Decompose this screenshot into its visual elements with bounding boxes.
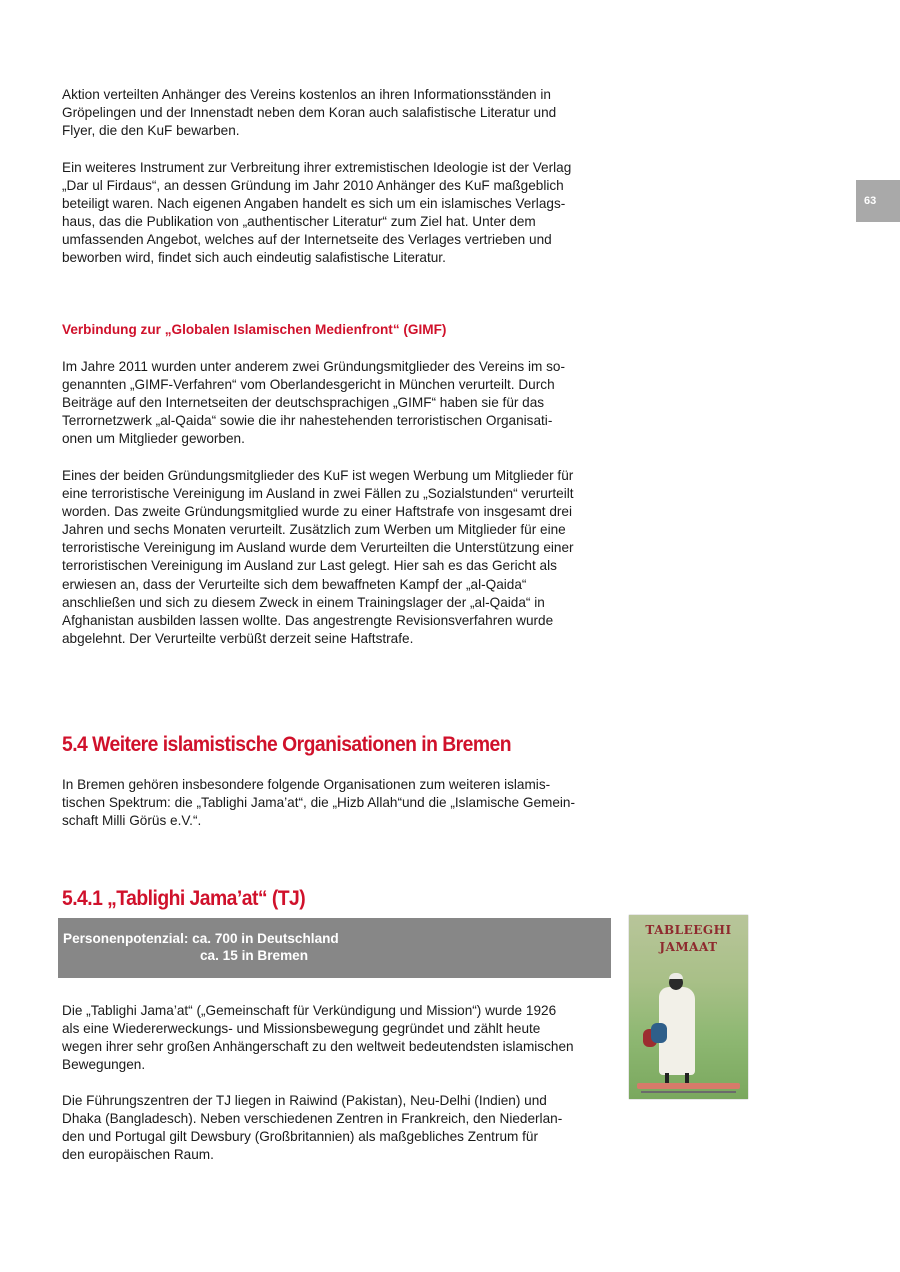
text-line: erwiesen an, dass der Verurteilte sich dem bewaffneten Kampf der „al-Qaida“	[62, 576, 527, 592]
text-line: Bewegungen.	[62, 1057, 146, 1073]
text-line: tischen Spektrum: die „Tablighi Jama’at“, die „Hizb Allah“und die „Islamische Gemein-	[62, 795, 576, 811]
paragraph-organisations	[62, 776, 622, 830]
paragraph-tj-founding	[62, 1002, 622, 1074]
book-footer-subtext	[641, 1091, 736, 1093]
text-line: als eine Wiedererweckungs- und Missionsbewegung gegründet und zählt heute	[62, 1021, 541, 1037]
text-line: abgelehnt. Der Verurteilte verbüßt derzeit seine Haftstrafe.	[62, 630, 414, 646]
personenpotenzial-label: Personenpotenzial:	[63, 931, 189, 946]
text-line: worden. Das zweite Gründungsmitglied wurde zu einer Haftstrafe von insgesamt drei	[62, 504, 573, 520]
text-line: schaft Milli Görüs e.V.“.	[62, 813, 202, 829]
paragraph-gimf-verfahren	[62, 358, 622, 448]
text-line: wegen ihrer sehr großen Anhängerschaft zu den weltweit bedeutendsten islamischen	[62, 1039, 574, 1055]
paragraph-dar-ul-firdaus	[62, 159, 622, 268]
text-line: terroristische Vereinigung im Ausland wurde dem Verurteilten die Unterstützung einer	[62, 540, 574, 556]
text-line: Ein weiteres Instrument zur Verbreitung ihrer extremistischen Ideologie ist der Verlag	[62, 160, 572, 175]
paragraph-tj-centres	[62, 1092, 622, 1164]
text-line: Terrornetzwerk „al-Qaida“ sowie die ihr nahestehenden terroristischen Organisati-	[62, 413, 553, 429]
personenpotenzial-value-bremen: ca. 15 in Bremen	[200, 948, 309, 963]
text-line: Jahren und sechs Monaten verurteilt. Zusätzlich zum Werben um Mitglieder für eine	[62, 522, 566, 538]
book-title-line1: TABLEEGHI	[645, 923, 732, 937]
paragraph-verurteilung	[62, 467, 622, 648]
text-line: beteiligt waren. Nach eigenen Angaben handelt es sich um ein islamisches Verlags-	[62, 196, 566, 212]
personenpotenzial-value-germany: ca. 700 in Deutschland	[192, 931, 339, 946]
book-footer-banner	[637, 1083, 740, 1089]
text-line: umfassenden Angebot, welches auf der Internetseite des Verlages vertrieben und	[62, 232, 552, 248]
text-line: beworben wird, findet sich auch eindeutig salafistische Literatur.	[62, 250, 446, 266]
text-line: Die Führungszentren der TJ liegen in Raiwind (Pakistan), Neu-Delhi (Indien) und	[62, 1093, 547, 1108]
page-number-tab	[856, 180, 900, 222]
text-line: anschließen und sich zu diesem Zweck in einem Trainingslager der „al-Qaida“ in	[62, 594, 545, 610]
text-line: Beiträge auf den Internetseiten der deutschsprachigen „GIMF“ haben sie für das	[62, 395, 545, 411]
text-line: Die „Tablighi Jama’at“ („Gemeinschaft für Verkündigung und Mission“) wurde 1926	[62, 1003, 557, 1018]
text-line: Afghanistan ausbilden lassen wollte. Das angestrengte Revisionsverfahren wurde	[62, 612, 554, 628]
figure-cap	[669, 973, 683, 979]
text-line: Dhaka (Bangladesch). Neben verschiedenen Zentren in Frankreich, den Niederlan-	[62, 1111, 563, 1127]
book-title-line2: JAMAAT	[659, 940, 718, 954]
personenpotenzial-box	[58, 918, 611, 978]
page-number: 63	[864, 195, 877, 207]
text-line: In Bremen gehören insbesondere folgende Organisationen zum weiteren islamis-	[62, 777, 551, 792]
text-line: Flyer, die den KuF bewarben.	[62, 123, 240, 139]
section-heading-5-4: 5.4 Weitere islamistische Organisationen in Bremen	[62, 732, 512, 756]
text-line: onen um Mitglieder geworben.	[62, 431, 245, 447]
text-line: haus, das die Publikation von „authentischer Literatur“ zum Ziel hat. Unter dem	[62, 214, 536, 230]
section-heading-5-4-1: 5.4.1 „Tablighi Jama’at“ (TJ)	[62, 886, 306, 910]
subheading-gimf: Verbindung zur „Globalen Islamischen Medienfront“ (GIMF)	[62, 322, 447, 337]
text-line: Aktion verteilten Anhänger des Vereins kostenlos an ihren Informationsständen in	[62, 87, 551, 102]
personenpotenzial-germany	[63, 930, 339, 948]
figure-legs	[665, 1073, 689, 1083]
text-line: „Dar ul Firdaus“, an dessen Gründung im Jahr 2010 Anhänger des KuF maßgeblich	[62, 178, 564, 194]
text-line: Eines der beiden Gründungsmitglieder des KuF ist wegen Werbung um Mitglieder für	[62, 468, 574, 483]
figure-bag-blue	[651, 1023, 667, 1043]
tableeghi-jamaat-book-cover-image	[629, 915, 748, 1099]
text-line: den und Portugal gilt Dewsbury (Großbritannien) als maßgebliches Zentrum für	[62, 1129, 538, 1145]
text-line: den europäischen Raum.	[62, 1147, 214, 1163]
text-line: Im Jahre 2011 wurden unter anderem zwei Gründungsmitglieder des Vereins im so-	[62, 359, 565, 374]
paragraph-intro	[62, 86, 622, 140]
text-line: Gröpelingen und der Innenstadt neben dem Koran auch salafistische Literatur und	[62, 105, 557, 121]
text-line: genannten „GIMF-Verfahren“ vom Oberlandesgericht in München verurteilt. Durch	[62, 377, 555, 393]
text-line: eine terroristische Vereinigung im Ausland in zwei Fällen zu „Sozialstunden“ verurteilt	[62, 486, 574, 502]
text-line: terroristischen Vereinigung im Ausland zur Last gelegt. Hier sah es das Gericht als	[62, 558, 557, 574]
